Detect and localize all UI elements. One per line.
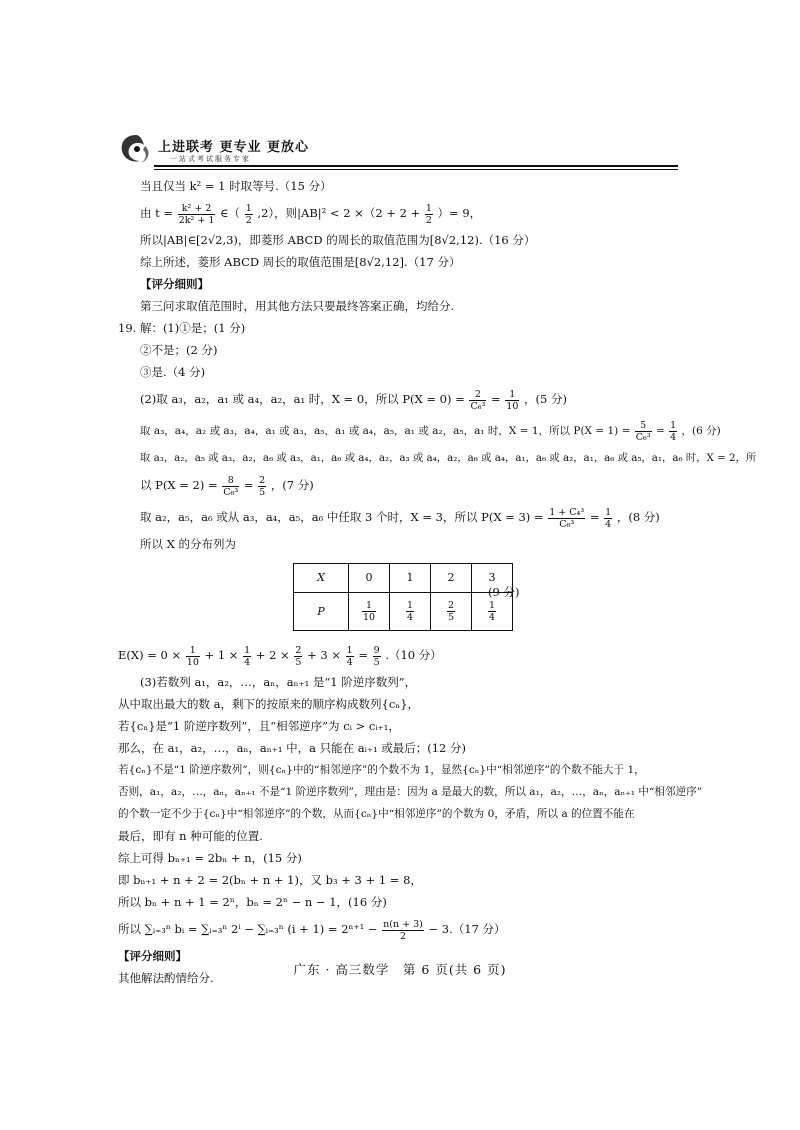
fraction — [488, 600, 496, 623]
fraction — [245, 203, 253, 226]
denominator: 10 — [506, 400, 519, 412]
text-line: 若{cₙ}是“1 阶逆序数列”，且“相邻逆序”为 cᵢ > cᵢ₊₁， — [118, 719, 400, 733]
header-rule-thin — [154, 169, 678, 170]
numerator: n(n + 3) — [383, 918, 423, 930]
text-line: 那么，在 a₁，a₂，…，aₙ，aₙ₊₁ 中，a 只能在 aᵢ₊₁ 或最后；(12 分) — [118, 741, 467, 755]
numerator: 1 — [244, 644, 251, 656]
text-segment: 取 a₃，a₄，a₂ 或 a₃，a₄，a₁ 或 a₃，a₅，a₁ 或 a₄，a₅，a₁ 或 a₂，a₅，a₁ 时，X = 1，所以 P(X = 1) = — [140, 425, 631, 437]
formula-line — [118, 383, 683, 415]
numerator: 1 — [186, 645, 200, 657]
page-header — [118, 132, 678, 168]
fraction — [635, 420, 652, 443]
table-cell: P — [294, 593, 349, 631]
text-segment: + 1 × — [204, 648, 239, 662]
fraction — [425, 203, 433, 226]
denominator: 4 — [244, 656, 251, 668]
text-line: ③是.（4 分) — [140, 365, 206, 379]
table-cell — [431, 593, 472, 631]
formula-line — [118, 197, 683, 229]
numerator: 1 — [425, 202, 432, 214]
table-cell — [349, 593, 390, 631]
denominator: 4 — [346, 656, 353, 668]
denominator: 2k² + 1 — [178, 214, 215, 226]
text-line: 综上可得 bₙ₊₁ = 2bₙ + n，(15 分) — [118, 851, 302, 865]
text-line: 取 a₃，a₂，a₅ 或 a₃，a₂，a₆ 或 a₃，a₁，a₆ 或 a₄，a₂，a₃ 或 a₄，a₂，a₆ 或 a₄，a₁，a₆ 或 a₂，a₁，a₆ 或 a₅，a₁，a₆ 时，X = 2，所 — [140, 452, 757, 464]
denominator: 2 — [399, 930, 407, 942]
table-cell: 0 — [349, 564, 390, 593]
numerator: 1 — [362, 600, 376, 612]
table-row — [294, 593, 513, 631]
numerator: 2 — [259, 474, 266, 486]
text-line: 否则，a₁，a₂，…，aₙ，aₙ₊₁ 不是“1 阶逆序数列”，理由是：因为 a 是最大的数，所以 a₁，a₂，…，aₙ，aₙ₊₁ 中“相邻逆序” — [118, 786, 703, 798]
denominator: C₆³ — [559, 518, 575, 530]
text-line: (3)若数列 a₁，a₂，…，aₙ，aₙ₊₁ 是“1 阶逆序数列”， — [140, 675, 417, 689]
numerator: 1 — [670, 419, 677, 431]
table-cell — [390, 593, 431, 631]
table-score-note: (9 分) — [488, 585, 520, 599]
table-row — [294, 564, 513, 593]
text-line: 即 bₙ₊₁ + n + 2 = 2(bₙ + n + 1)，又 b₃ + 3 + 1 = 8， — [118, 873, 422, 887]
denominator: 2 — [425, 214, 432, 226]
text-line: 若{cₙ}不是“1 阶逆序数列”，则{cₙ}中的“相邻逆序”的个数不为 1，显然{cₙ}中“相邻逆序”的个数不能大于 1， — [118, 764, 645, 776]
text-line: 所以 X 的分布列为 — [140, 537, 236, 551]
formula-line — [118, 501, 683, 533]
text-line: 所以 bₙ + n + 1 = 2ⁿ，bₙ = 2ⁿ − n − 1，(16 分) — [118, 895, 387, 909]
denominator: 2 — [245, 214, 252, 226]
text-line: ②不是；(2 分) — [140, 343, 218, 357]
header-subslogan: 一站式考试服务专家 — [170, 155, 251, 163]
text-line: 其他解法酌情给分. — [118, 971, 214, 985]
text-segment: .（10 分） — [385, 648, 442, 662]
text-segment: = — [655, 425, 665, 437]
text-segment: ，(7 分) — [270, 478, 314, 492]
fraction — [604, 507, 612, 530]
fraction — [669, 420, 677, 443]
text-segment: ∈（ — [220, 206, 241, 220]
text-line: 最后，即有 n 种可能的位置. — [118, 829, 263, 843]
text-segment: ，(5 分) — [524, 392, 567, 406]
formula-line — [118, 415, 721, 447]
denominator: 4 — [670, 431, 677, 443]
text-segment: E(X) = 0 × — [118, 648, 182, 662]
formula-line — [118, 639, 683, 671]
table-cell: 3 — [472, 564, 513, 593]
numerator: 9 — [373, 644, 380, 656]
fraction — [362, 600, 376, 623]
denominator: 5 — [259, 486, 266, 498]
text-segment: 取 a₂，a₅，a₆ 或从 a₃，a₄，a₅，a₆ 中任取 3 个时，X = 3，所以 P(X = 3) = — [140, 510, 544, 524]
numerator: 1 — [245, 202, 252, 214]
fraction — [505, 389, 519, 412]
fraction — [222, 475, 239, 498]
text-segment: ，(6 分) — [681, 425, 721, 437]
text-line: 第三问求取值范围时，用其他方法只要最终答案正确，均给分. — [140, 299, 455, 313]
denominator: C₆³ — [470, 400, 486, 412]
text-line: 从中取出最大的数 a，剩下的按原来的顺序构成数列{cₙ}， — [118, 697, 420, 711]
numerator: 5 — [635, 420, 652, 432]
page-footer: 广东 · 高三数学 第 6 页(共 6 页) — [293, 962, 507, 977]
fraction — [382, 919, 424, 942]
text-line: 所以|AB|∈[2√2,3)，即菱形 ABCD 的周长的取值范围为[8√2,12).（16 分） — [140, 233, 536, 247]
denominator: 4 — [488, 612, 496, 623]
text-segment: − 3.（17 分） — [428, 922, 506, 936]
numerator: 1 + C₄³ — [549, 506, 585, 518]
denominator: 5 — [373, 656, 380, 668]
fraction — [447, 600, 455, 623]
question-19-start: 19. 解：(1)①是；(1 分) — [118, 321, 246, 335]
numerator: 1 — [505, 389, 519, 401]
numerator: 2 — [469, 389, 486, 401]
text-segment: 以 P(X = 2) = — [140, 478, 218, 492]
text-segment: = — [243, 478, 254, 492]
fraction — [243, 645, 251, 668]
fraction — [178, 203, 216, 226]
denominator: C₆³ — [223, 486, 239, 498]
table-cell: X — [294, 564, 349, 593]
denominator: 4 — [605, 518, 612, 530]
text-line: 当且仅当 k² = 1 时取等号.（15 分） — [140, 179, 332, 193]
denominator: 10 — [186, 656, 199, 668]
text-segment: + 3 × — [307, 648, 341, 662]
scoring-heading: 【评分细则】 — [118, 949, 187, 963]
text-segment: (2)取 a₃，a₂，a₁ 或 a₄，a₂，a₁ 时，X = 0，所以 P(X = 0) = — [140, 392, 465, 406]
distribution-table — [293, 563, 513, 631]
fraction — [406, 600, 414, 623]
numerator: 1 — [488, 600, 496, 611]
fraction — [373, 645, 381, 668]
numerator: 1 — [406, 600, 414, 611]
scoring-heading: 【评分细则】 — [140, 277, 209, 291]
text-segment: = — [589, 510, 600, 524]
text-segment: ,2），则|AB|² < 2 ×（2 + 2 + — [257, 206, 421, 220]
fraction — [469, 389, 486, 412]
text-segment: ，(8 分) — [616, 510, 660, 524]
text-segment: ）= 9， — [437, 206, 482, 220]
fraction — [548, 507, 585, 530]
fraction — [346, 645, 354, 668]
text-segment: = — [490, 392, 501, 406]
denominator: 10 — [362, 612, 376, 623]
fraction — [294, 645, 302, 668]
formula-line — [118, 913, 683, 945]
text-line: 的个数一定不少于{cₙ}中“相邻逆序”的个数，从而{cₙ}中“相邻逆序”的个数为 0，矛盾，所以 a 的位置不能在 — [118, 808, 635, 820]
text-segment: + 2 × — [255, 648, 290, 662]
solution-content — [118, 175, 757, 989]
numerator: 1 — [346, 644, 353, 656]
distribution-table-wrap — [118, 563, 683, 633]
text-segment: 由 t = — [140, 206, 174, 220]
denominator: 5 — [295, 656, 302, 668]
table-cell: 1 — [390, 564, 431, 593]
numerator: 2 — [295, 644, 302, 656]
denominator: 4 — [406, 612, 414, 623]
header-slogan: 上进联考 更专业 更放心 — [158, 140, 310, 155]
formula-line — [118, 469, 683, 501]
text-segment: 所以 ∑ᵢ₌₃ⁿ bᵢ = ∑ᵢ₌₃ⁿ 2ⁱ − ∑ᵢ₌₃ⁿ (i + 1) = 2ⁿ⁺¹ − — [118, 922, 378, 936]
table-cell: 2 — [431, 564, 472, 593]
header-rule — [154, 165, 678, 167]
text-line: 综上所述，菱形 ABCD 周长的取值范围是[8√2,12].（17 分） — [140, 255, 461, 269]
text-segment: = — [358, 648, 368, 662]
numerator: 2 — [447, 600, 455, 611]
denominator: C₆³ — [635, 431, 651, 443]
denominator: 5 — [447, 612, 455, 623]
fraction — [186, 645, 200, 668]
numerator: k² + 2 — [178, 203, 216, 215]
numerator: 8 — [222, 475, 239, 487]
numerator: 1 — [605, 506, 612, 518]
fraction — [258, 475, 266, 498]
logo-swirl-icon — [118, 132, 154, 166]
